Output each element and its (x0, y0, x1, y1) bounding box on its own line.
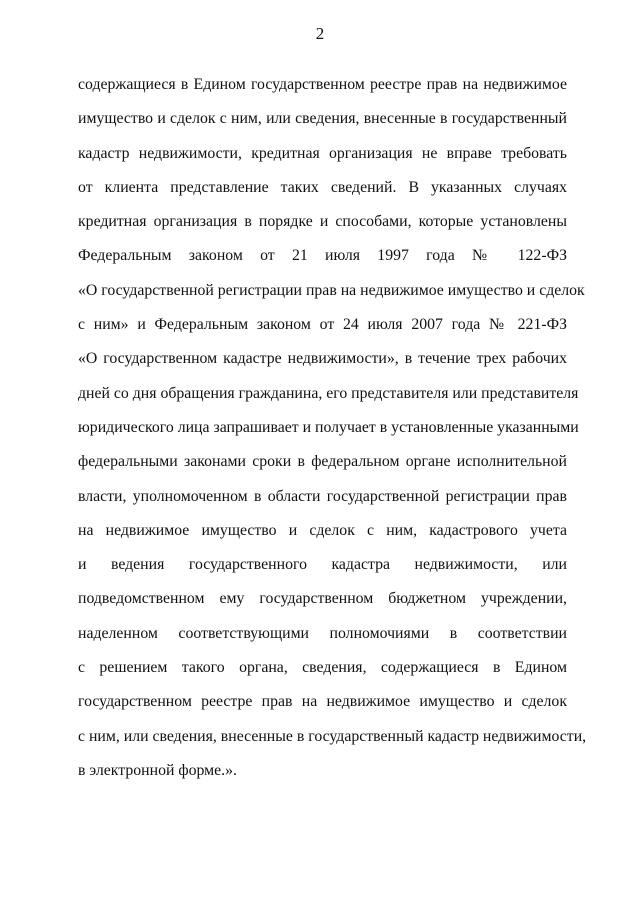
text-line-5: кредитная организация в порядке и способами, которые установлены (78, 213, 567, 231)
text-line-13: власти, уполномоченном в области государственной регистрации прав (78, 487, 567, 505)
text-line-16: подведомственном ему государственном бюджетном учреждении, (78, 590, 567, 608)
text-line-9: «О государственном кадастре недвижимости», в течение трех рабочих (78, 350, 567, 368)
text-line-1: содержащиеся в Едином государственном реестре прав на недвижимое (78, 76, 567, 93)
text-line-20: с ним, или сведения, внесенные в государственный кадастр недвижимости, (78, 727, 587, 745)
text-line-11: юридического лица запрашивает и получает в установленные указанными (78, 418, 579, 436)
page-number: 2 (315, 24, 325, 43)
text-line-12: федеральными законами сроки в федеральном органе исполнительной (78, 453, 567, 471)
text-line-19: государственном реестре прав на недвижимое имущество и сделок (78, 693, 567, 711)
text-line-18: с решением такого органа, сведения, содержащиеся в Едином (78, 659, 567, 677)
text-line-7: «О государственной регистрации прав на недвижимое имущество и сделок (78, 281, 585, 299)
text-line-21: в электронной форме.». (78, 761, 237, 779)
text-line-8: с ним» и Федеральным законом от 24 июля 2007 года № 221-ФЗ (78, 316, 567, 334)
text-line-2: имущество и сделок с ним, или сведения, внесенные в государственный (78, 110, 567, 128)
text-line-6: Федеральным законом от 21 июля 1997 года № 122-ФЗ (78, 247, 567, 265)
text-line-10: дней со дня обращения гражданина, его представителя или представителя (78, 384, 579, 402)
text-line-4: от клиента представление таких сведений. В указанных случаях (78, 178, 567, 196)
text-line-15: и ведения государственного кадастра недвижимости, или (78, 556, 567, 574)
document-body (78, 68, 587, 788)
text-line-17: наделенном соответствующими полномочиями в соответствии (78, 624, 567, 642)
text-line-14: на недвижимое имущество и сделок с ним, кадастрового учета (78, 521, 567, 539)
text-line-3: кадастр недвижимости, кредитная организация не вправе требовать (78, 144, 567, 162)
